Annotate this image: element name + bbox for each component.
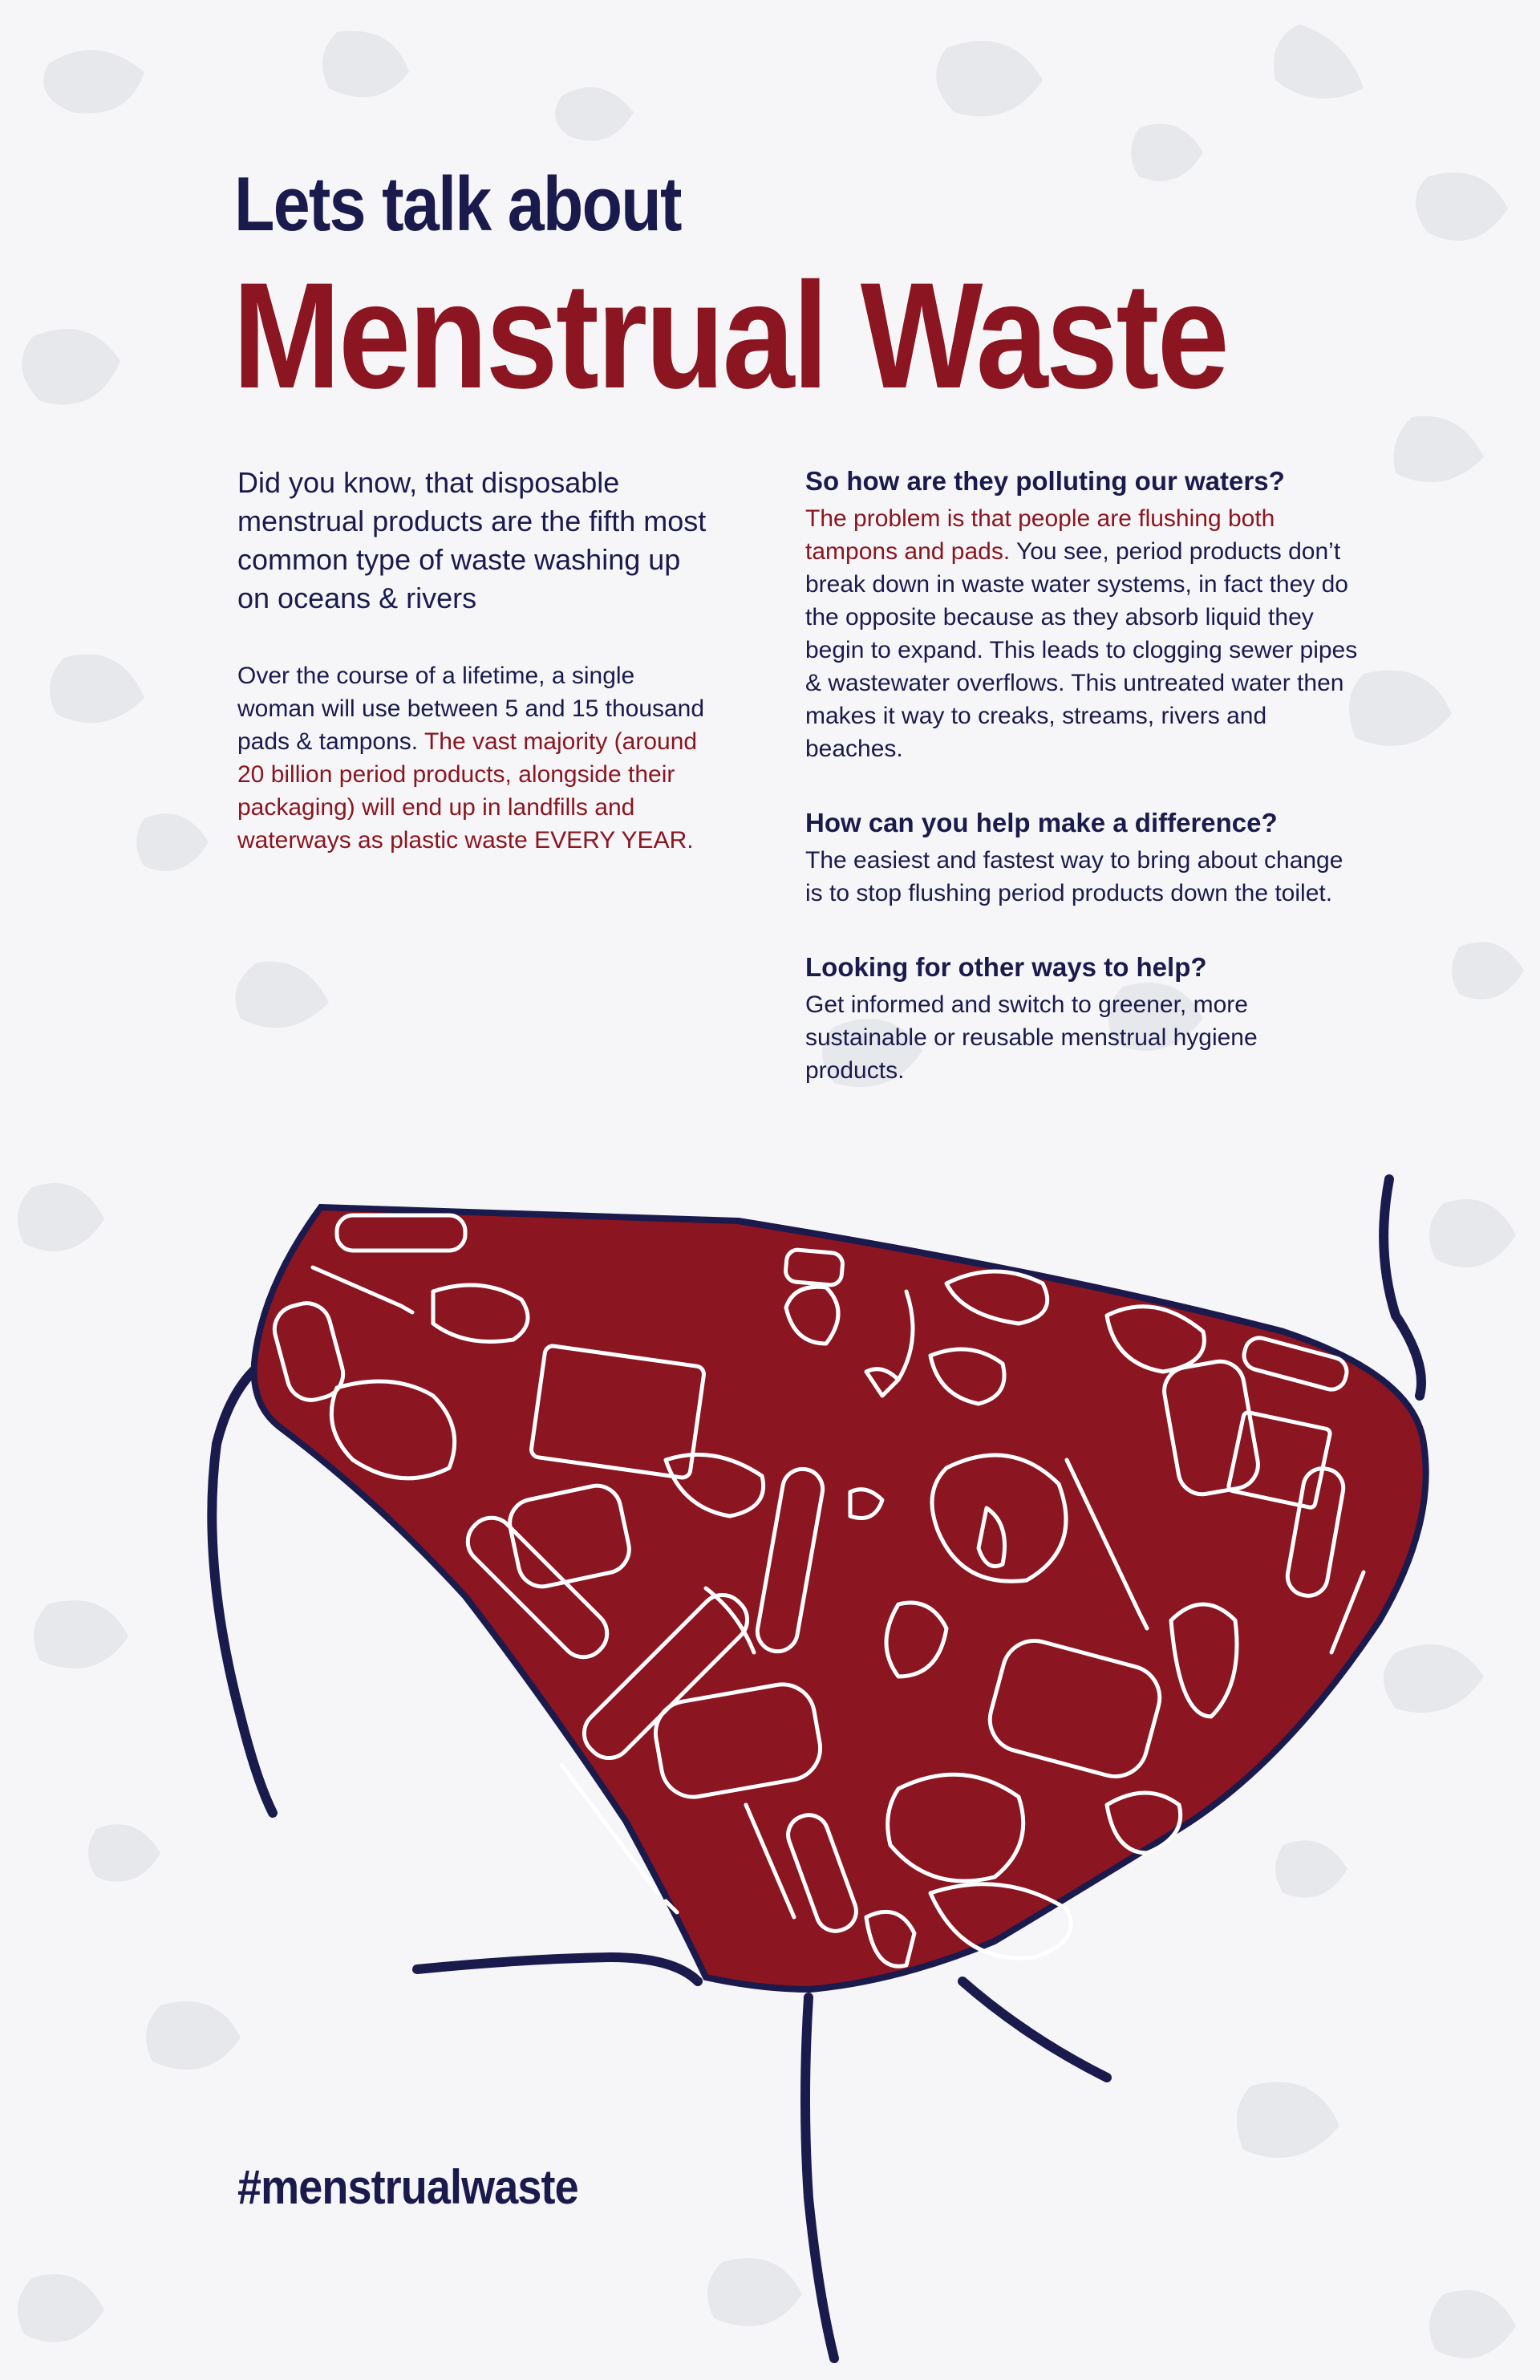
right-column: [805, 464, 1359, 1127]
q2-heading: How can you help make a difference?: [805, 808, 1278, 837]
crotch-line-right: [962, 1981, 1107, 2078]
q3-body: Get informed and switch to greener, more sustainable or reusable menstrual hygiene products.: [805, 991, 1258, 1084]
q3-heading: Looking for other ways to help?: [805, 952, 1207, 982]
intro-text: Did you know, that disposable menstrual products are the fifth most common type of waste washing up on oceans & rivers: [237, 466, 707, 614]
left-column: [237, 464, 719, 857]
q1-highlight: The problem is that people are flushing both tampons and pads.: [805, 505, 1275, 565]
right-hip-line: [1384, 1179, 1421, 1396]
q1-body: [805, 502, 1359, 765]
title-line-1: Lets talk about: [234, 161, 681, 247]
q2-body: The easiest and fastest way to bring about change is to stop flushing period products down the toilet.: [805, 847, 1343, 906]
hashtag: #menstrualwaste: [237, 2160, 578, 2214]
lifetime-paragraph: [237, 659, 719, 857]
lifetime-highlight: The vast majority (around 20 billion period products, alongside their packaging) will end up in landfills and waterways as plastic waste EVERY YEAR.: [237, 728, 698, 853]
page-title: Menstrual Waste: [233, 251, 1228, 420]
q1-text: You see, period products don’t break down in waste water systems, in fact they do the opposite because as they absorb liquid they begin to expand. This leads to clogging sewer pipes & wastewater overflows. This untreated water then makes it way to creaks, streams, rivers and beaches.: [805, 538, 1358, 762]
lifetime-text: Over the course of a lifetime, a single woman will use between 5 and 15 thousand pads & tampons.: [237, 663, 705, 755]
q1-heading: So how are they polluting our waters?: [805, 466, 1285, 496]
left-leg-line: [212, 1356, 273, 1813]
center-line: [805, 1997, 834, 2358]
underwear-illustration: [0, 1155, 1540, 2380]
crotch-line-left: [417, 1957, 698, 1981]
